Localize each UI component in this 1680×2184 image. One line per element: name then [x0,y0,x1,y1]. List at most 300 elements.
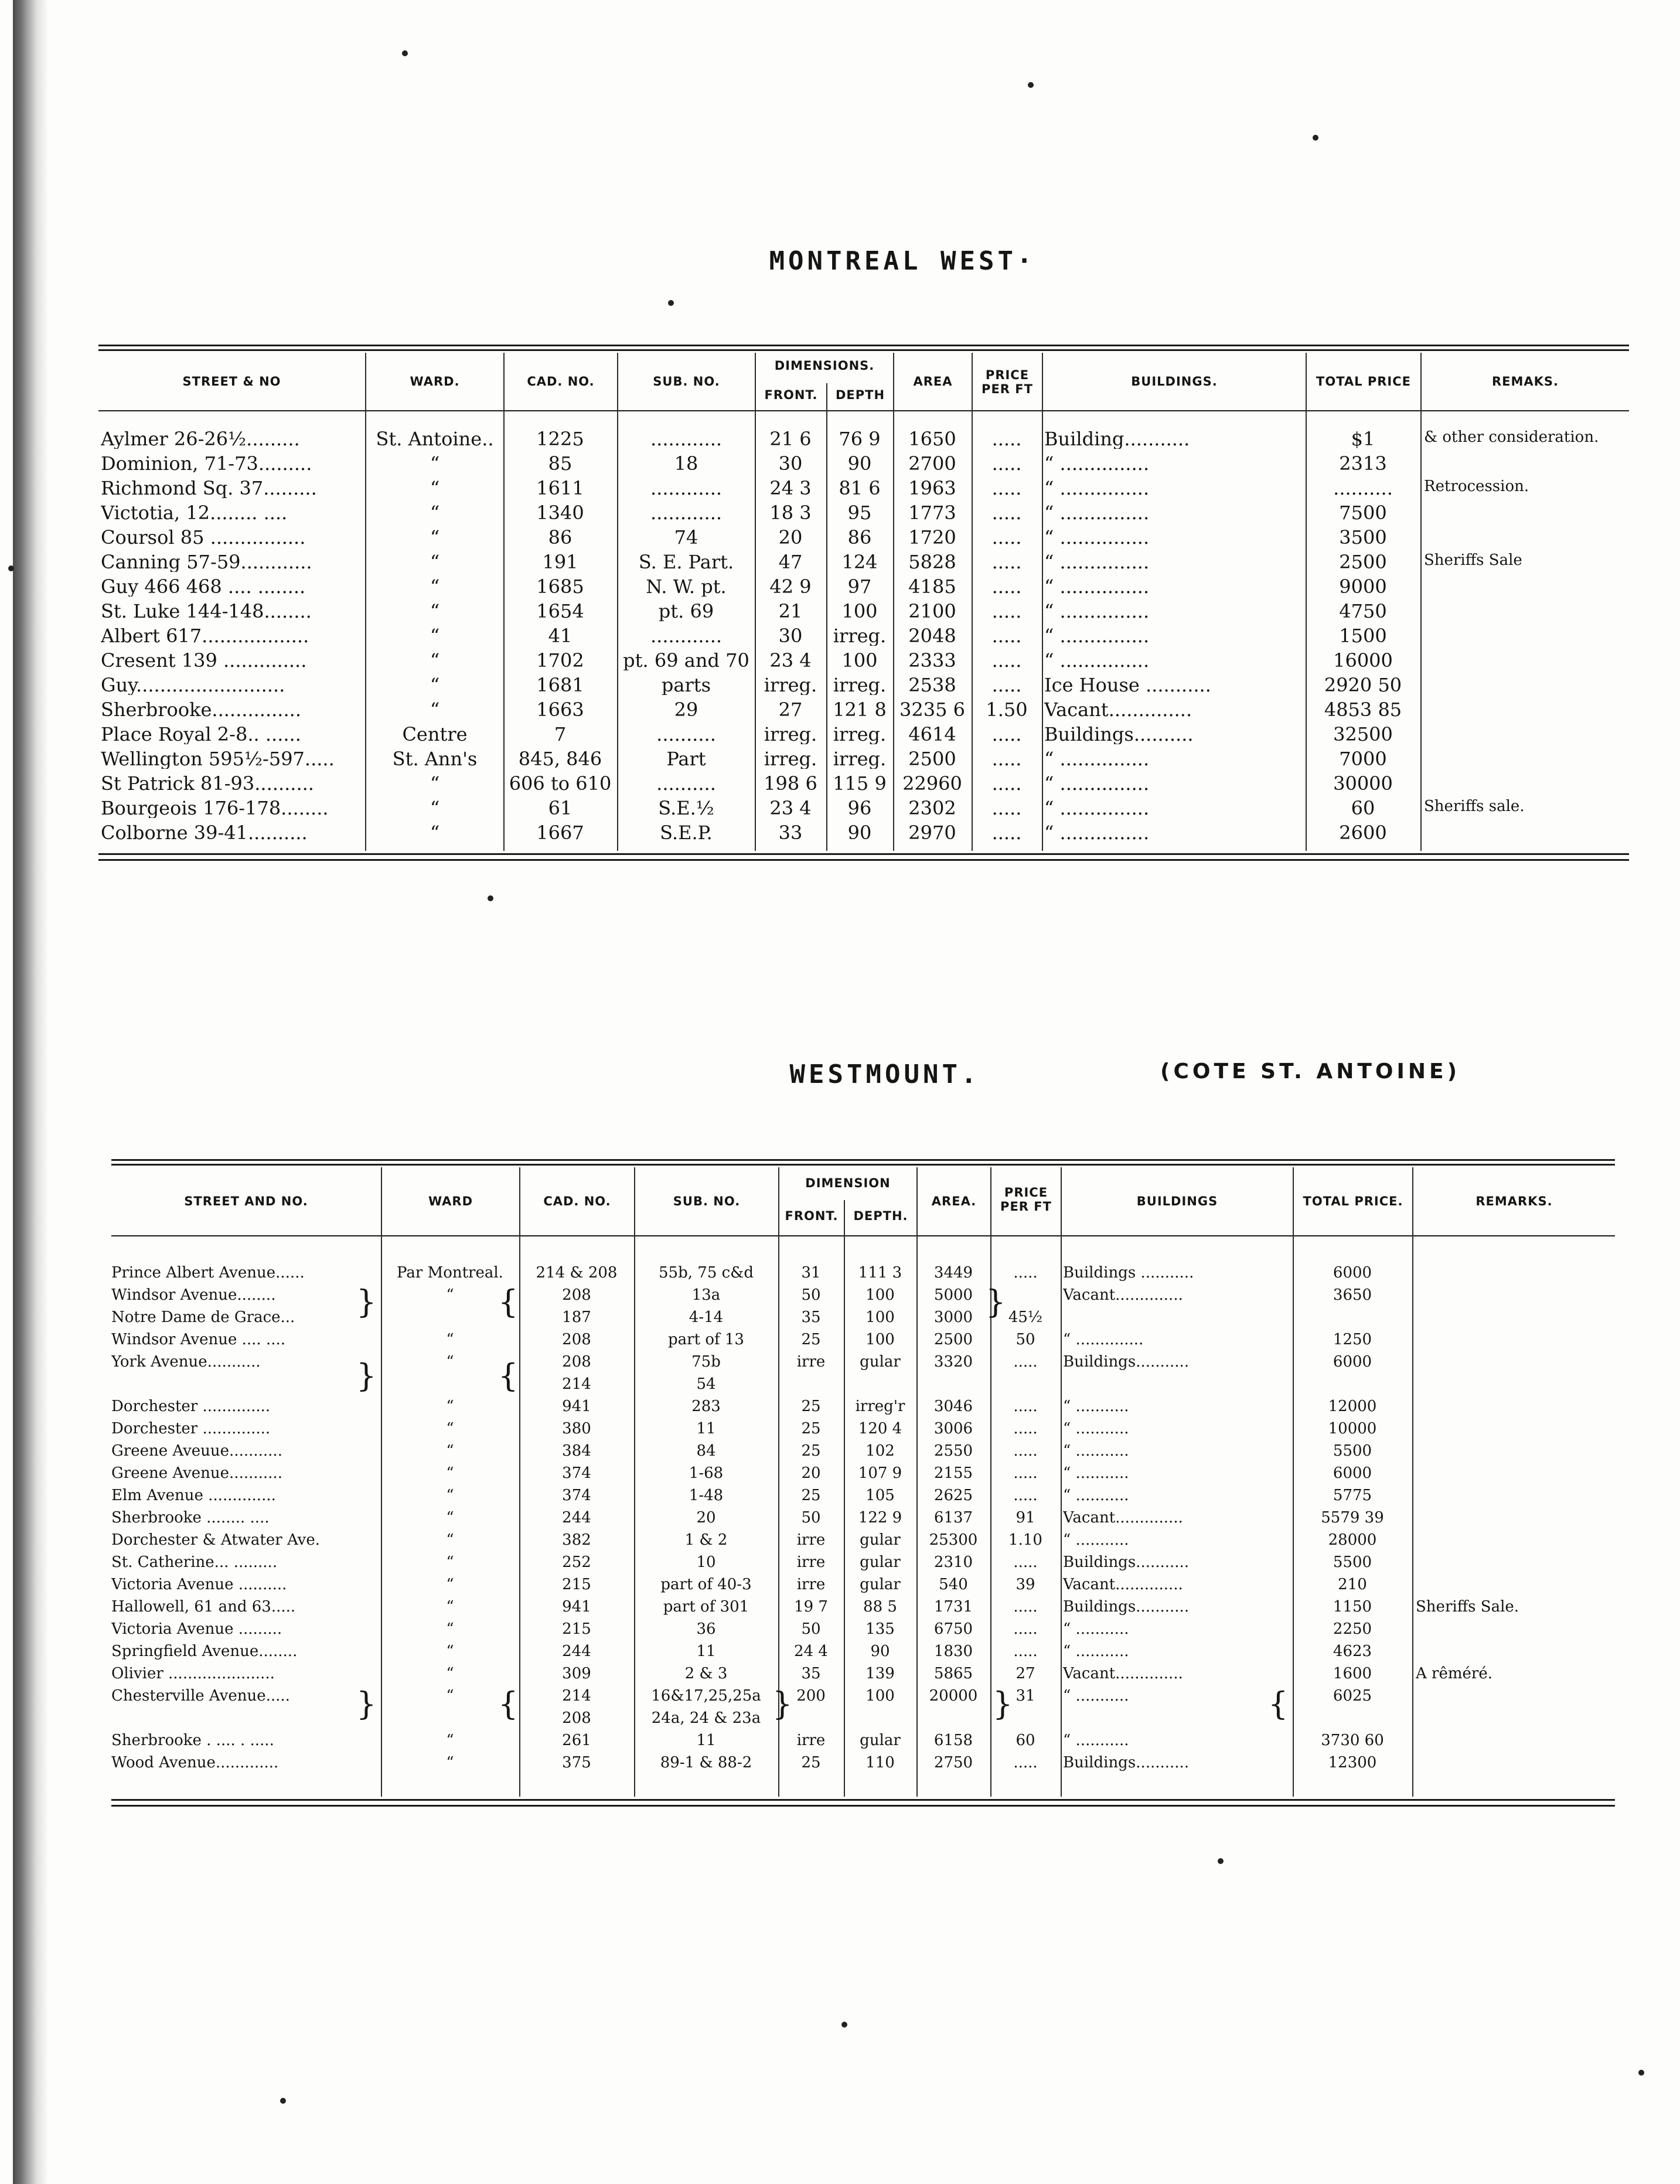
cell-sub: Part [666,749,706,769]
cell-cad: 941 [562,1398,591,1415]
header-depth: DEPTH [835,388,885,402]
table-row [98,577,1629,601]
cell-sub: 11 [696,1420,716,1437]
cell-ward: “ [430,823,440,843]
table-row [111,1576,1615,1599]
cell-ward: “ [446,1465,454,1481]
cell-sub: 13a [691,1287,721,1303]
cell-front: 35 [801,1309,821,1326]
cell-front: irre [796,1532,826,1548]
cell-street: Colborne 39-41.......... [101,823,308,843]
header-price: PRICE PER FT [982,368,1033,396]
cell-cad: 375 [562,1754,591,1771]
cell-ward: “ [446,1398,454,1415]
cell-cad: 374 [562,1465,591,1481]
cell-sub: ............ [650,503,723,523]
cell-depth: 100 [865,1688,895,1704]
cell-buildings: Vacant.............. [1063,1510,1183,1526]
cell-front: 42 9 [769,577,812,597]
cell-price: ..... [1013,1465,1038,1481]
cell-price: ..... [1013,1265,1038,1281]
table-row [98,503,1629,527]
cell-buildings: “ ........... [1063,1732,1129,1749]
cell-depth: irreg. [833,724,887,744]
cell-sub: part of 40-3 [660,1576,752,1593]
cell-total: 5500 [1333,1554,1372,1570]
cell-cad: 215 [562,1621,591,1637]
cell-front: 20 [801,1465,821,1481]
cell-remarks: Sheriffs Sale. [1416,1599,1519,1615]
ink-speck [488,895,493,901]
cell-sub: S.E.½ [658,798,714,818]
cell-front: 198 6 [764,774,817,793]
cell-sub: 54 [696,1376,716,1392]
table-row [98,774,1629,798]
cell-buildings: Buildings ........... [1063,1265,1194,1281]
header-remarks: REMARKS. [1475,1194,1553,1208]
header-depth: DEPTH. [853,1209,908,1223]
cell-sub: S.E.P. [660,823,713,843]
cell-total: 32500 [1333,724,1393,744]
cell-depth: 81 6 [839,478,881,498]
ink-speck [1028,82,1034,88]
cell-depth: 90 [870,1643,890,1660]
cell-cad: 309 [562,1665,591,1682]
cell-total: 6000 [1333,1354,1372,1370]
header-cad: CAD. NO. [527,374,595,389]
cell-depth: 86 [847,527,872,547]
table-row [111,1287,1615,1309]
cell-total: 28000 [1328,1532,1377,1548]
cell-depth: 115 9 [833,774,887,793]
cell-area: 3000 [933,1309,973,1326]
cell-area: 2625 [933,1487,973,1504]
cell-price: ..... [991,577,1022,597]
cell-ward: “ [430,700,440,720]
cell-price: ..... [1013,1354,1038,1370]
header-remarks: REMAKS. [1491,374,1559,389]
cell-street: Dorchester .............. [111,1420,271,1437]
table-row [98,527,1629,552]
cell-sub: ............ [650,626,723,646]
westmount-table [111,1159,1615,1815]
cell-price: ..... [1013,1398,1038,1415]
cell-street: Aylmer 26-26½......... [101,429,300,449]
cell-depth: gular [860,1576,901,1593]
page-binding-edge [13,0,48,2184]
cell-area: 2500 [908,749,956,769]
cell-buildings: “ ............... [1044,798,1150,818]
cell-front: 25 [801,1443,821,1459]
cell-total: 5500 [1333,1443,1372,1459]
cell-sub: .......... [656,774,716,793]
cell-depth: 135 [865,1621,895,1637]
cell-cad: 1225 [536,429,584,449]
cell-sub: 20 [696,1510,716,1526]
cell-front: 21 6 [769,429,812,449]
westmount-title: WESTMOUNT. [789,1059,980,1089]
cell-sub: ............ [650,429,723,449]
cell-front: 25 [801,1487,821,1504]
group-brace: { [498,1283,519,1320]
cell-price: 60 [1016,1732,1035,1749]
cell-ward: “ [446,1443,454,1459]
cell-front: 50 [801,1621,821,1637]
group-brace: } [356,1685,377,1722]
ink-speck [668,300,674,306]
cell-ward: “ [446,1665,454,1682]
cell-ward: “ [446,1487,454,1504]
cell-cad: 7 [554,724,567,744]
cell-sub: 74 [674,527,698,547]
cell-buildings: “ ........... [1063,1643,1129,1660]
table-row [111,1710,1615,1732]
cell-total: 3650 [1333,1287,1372,1303]
table-rule [111,1164,1615,1166]
table-row [98,749,1629,774]
cell-area: 2538 [908,675,956,695]
cell-cad: 244 [562,1643,591,1660]
cell-depth: 95 [847,503,872,523]
cell-ward: “ [430,798,440,818]
cell-total: 3500 [1339,527,1387,547]
cell-price: ..... [991,823,1022,843]
group-brace: { [1268,1685,1289,1722]
cell-price: 1.10 [1008,1532,1042,1548]
cell-area: 5828 [908,552,956,572]
cell-area: 4185 [908,577,956,597]
table-row [98,650,1629,675]
cell-street: St. Catherine... ......... [111,1554,278,1570]
cell-area: 2550 [933,1443,973,1459]
cell-ward: “ [430,601,440,621]
cell-street: Greene Avenue........... [111,1465,282,1481]
cell-ward: Centre [402,724,468,744]
cell-depth: 100 [865,1287,895,1303]
cell-buildings: “ ............... [1044,650,1150,670]
header-street: STREET & NO [182,374,281,389]
group-brace: { [498,1685,519,1722]
cell-area: 22960 [902,774,962,793]
cell-sub: 89-1 & 88-2 [660,1754,752,1771]
cell-ward: “ [430,675,440,695]
cell-depth: gular [860,1532,901,1548]
cell-remarks: A rêméré. [1416,1665,1492,1682]
cell-street: Wellington 595½-597..... [101,749,335,769]
cell-street: Sherbrooke . .... . ..... [111,1732,274,1749]
table-rule [111,1159,1615,1161]
cell-total: 6000 [1333,1265,1372,1281]
cell-area: 1830 [933,1643,973,1660]
table-row [111,1487,1615,1510]
cell-buildings: Vacant.............. [1063,1665,1183,1682]
cell-front: 20 [778,527,803,547]
cell-sub: .......... [656,724,716,744]
cell-street: Albert 617.................. [101,626,309,646]
cell-street: Springfield Avenue........ [111,1643,298,1660]
header-price: PRICE PER FT [1000,1185,1052,1214]
cell-cad: 61 [548,798,573,818]
cell-sub: 24a, 24 & 23a [651,1710,761,1726]
cell-street: Canning 57-59............ [101,552,312,572]
cell-price: ..... [1013,1420,1038,1437]
table-rule [111,1799,1615,1801]
cell-depth: 102 [865,1443,895,1459]
cell-depth: 96 [847,798,872,818]
cell-front: 33 [778,823,803,843]
cell-sub: 1 & 2 [684,1532,728,1548]
table-row [111,1465,1615,1487]
cell-price: 1.50 [986,700,1028,720]
ink-speck [8,565,14,571]
cell-cad: 1611 [536,478,584,498]
cell-price: ..... [1013,1599,1038,1615]
cell-sub: part of 301 [663,1599,749,1615]
cell-depth: 90 [847,823,872,843]
cell-sub: 84 [696,1443,716,1459]
cell-street: Dorchester .............. [111,1398,271,1415]
cell-total: 1250 [1333,1331,1372,1348]
cell-total: 1150 [1333,1599,1372,1615]
cell-cad: 187 [562,1309,591,1326]
cell-price: ..... [1013,1443,1038,1459]
cell-street: Victotia, 12........ .... [101,503,288,523]
table-row [111,1376,1615,1398]
cell-front: 21 [778,601,803,621]
cell-area: 1963 [908,478,956,498]
cell-depth: irreg. [833,675,887,695]
cell-buildings: Buildings........... [1063,1354,1190,1370]
cell-cad: 215 [562,1576,591,1593]
cell-remarks: Retrocession. [1424,478,1529,495]
cell-front: 30 [778,626,803,646]
cell-ward: “ [446,1576,454,1593]
cell-buildings: “ .............. [1063,1331,1144,1348]
table-row [111,1554,1615,1576]
cell-front: 24 4 [794,1643,828,1660]
cell-ward: “ [446,1554,454,1570]
table-row [111,1643,1615,1665]
cell-ward: “ [446,1732,454,1749]
cell-cad: 1667 [536,823,584,843]
cell-front: 25 [801,1398,821,1415]
cell-sub: 29 [674,700,698,720]
cell-sub: 1-48 [689,1487,724,1504]
cell-total: 5579 39 [1321,1510,1384,1526]
cell-cad: 85 [548,454,573,473]
cell-total: $1 [1351,429,1375,449]
cell-front: 23 4 [769,650,812,670]
cell-price: ..... [991,527,1022,547]
cell-buildings: Building........... [1044,429,1190,449]
ink-speck [1313,135,1318,141]
cell-depth: 121 8 [833,700,887,720]
cell-front: 47 [778,552,803,572]
cell-price: ..... [991,675,1022,695]
cell-remarks: Sheriffs Sale [1424,552,1522,568]
cell-ward: “ [430,626,440,646]
cell-ward: St. Ann's [392,749,478,769]
ink-speck [280,2098,286,2104]
cell-front: 25 [801,1331,821,1348]
cell-ward: “ [446,1643,454,1660]
cell-cad: 208 [562,1287,591,1303]
table-rule [98,859,1629,861]
table-row [98,601,1629,626]
cell-area: 1731 [933,1599,973,1615]
cell-cad: 845, 846 [518,749,602,769]
cell-ward: “ [430,454,440,473]
cell-price: 27 [1016,1665,1035,1682]
header-front: FRONT. [785,1209,839,1223]
table-rule [111,1235,1615,1236]
header-sub: SUB. NO. [653,374,720,389]
cell-total: 60 [1351,798,1375,818]
cell-ward: “ [430,527,440,547]
cell-area: 2750 [933,1754,973,1771]
cell-buildings: Buildings........... [1063,1599,1190,1615]
cell-area: 3006 [933,1420,973,1437]
cell-front: 35 [801,1665,821,1682]
cell-cad: 214 [562,1688,591,1704]
cell-buildings: “ ........... [1063,1688,1129,1704]
cell-depth: 100 [841,650,878,670]
table-row [111,1621,1615,1643]
cell-total: 2500 [1339,552,1387,572]
cell-street: Victoria Avenue ......... [111,1621,282,1637]
cell-street: Notre Dame de Grace... [111,1309,295,1326]
cell-area: 3235 6 [899,700,965,720]
cell-buildings: “ ............... [1044,823,1150,843]
table-row [111,1309,1615,1331]
cell-depth: irreg'r [855,1398,905,1415]
cell-price: 31 [1016,1688,1035,1704]
cell-sub: parts [661,675,711,695]
cell-cad: 244 [562,1510,591,1526]
cell-total: 2600 [1339,823,1387,843]
cell-depth: 76 9 [839,429,881,449]
cell-total: 6000 [1333,1465,1372,1481]
cell-area: 25300 [929,1532,978,1548]
cell-street: Windsor Avenue........ [111,1287,276,1303]
cell-sub: 55b, 75 c&d [659,1265,754,1281]
cell-price: ..... [1013,1554,1038,1570]
cell-depth: gular [860,1732,901,1749]
cell-street: Greene Aveuue........... [111,1443,282,1459]
cell-total: 12000 [1328,1398,1377,1415]
cell-remarks: & other consideration. [1424,429,1599,445]
cell-cad: 86 [548,527,573,547]
cell-price: ..... [991,650,1022,670]
cell-street: Richmond Sq. 37......... [101,478,317,498]
cell-front: irre [796,1576,826,1593]
cell-street: Hallowell, 61 and 63..... [111,1599,296,1615]
table-row [98,798,1629,823]
cell-total: 4623 [1333,1643,1372,1660]
cell-price: ..... [991,429,1022,449]
table-row [98,429,1629,454]
cell-price: 45½ [1008,1309,1043,1326]
montreal-west-title: MONTREAL WEST· [769,246,1036,276]
cell-total: 10000 [1328,1420,1377,1437]
cell-depth: 111 3 [858,1265,902,1281]
cell-total: 9000 [1339,577,1387,597]
table-row [111,1443,1615,1465]
cell-total: 2920 50 [1324,675,1402,695]
group-brace: } [356,1283,377,1320]
cell-front: irreg. [764,724,817,744]
cell-area: 540 [939,1576,968,1593]
cell-depth: 124 [841,552,878,572]
header-ward: WARD. [410,374,460,389]
group-brace: } [993,1685,1013,1722]
cell-sub: S. E. Part. [638,552,734,572]
cell-depth: 110 [865,1754,895,1771]
cell-total: 2313 [1339,454,1387,473]
cell-street: Prince Albert Avenue...... [111,1265,305,1281]
header-buildings: BUILDINGS. [1131,374,1218,389]
cell-front: irre [796,1354,826,1370]
cell-depth: 107 9 [858,1465,902,1481]
cell-ward: “ [446,1287,454,1303]
table-row [98,478,1629,503]
group-brace: } [356,1357,377,1394]
cell-depth: 120 4 [858,1420,902,1437]
cell-front: 19 7 [794,1599,828,1615]
ink-speck [402,50,408,56]
cell-area: 2048 [908,626,956,646]
cell-area: 1720 [908,527,956,547]
cell-depth: gular [860,1554,901,1570]
cell-street: Elm Avenue .............. [111,1487,276,1504]
cell-buildings: Vacant.............. [1063,1576,1183,1593]
cell-depth: 139 [865,1665,895,1682]
cell-price: ..... [1013,1487,1038,1504]
table-rule [98,410,1629,411]
cell-buildings: Vacant.............. [1063,1287,1183,1303]
cell-sub: pt. 69 [658,601,714,621]
cell-total: 4853 85 [1324,700,1402,720]
cell-price: ..... [991,601,1022,621]
table-row [111,1331,1615,1354]
cell-front: irre [796,1732,826,1749]
header-dimensions: DIMENSION [805,1176,891,1190]
cell-street: York Avenue........... [111,1354,261,1370]
cell-ward: “ [446,1510,454,1526]
cell-price: 50 [1016,1331,1035,1348]
cell-cad: 214 & 208 [536,1265,618,1281]
cell-front: 27 [778,700,803,720]
cell-sub: 36 [696,1621,716,1637]
table-row [98,724,1629,749]
cell-area: 4614 [908,724,956,744]
cell-total: .......... [1333,478,1393,498]
cell-price: ..... [991,478,1022,498]
cell-price: ..... [991,552,1022,572]
cell-cad: 1654 [536,601,584,621]
cell-sub: part of 13 [668,1331,744,1348]
cell-area: 2500 [933,1331,973,1348]
cell-front: irreg. [764,749,817,769]
cell-cad: 191 [542,552,578,572]
cell-price: ..... [1013,1643,1038,1660]
cell-cad: 382 [562,1532,591,1548]
cell-ward: “ [430,503,440,523]
cell-ward: St. Antoine.. [376,429,494,449]
cell-price: ..... [991,798,1022,818]
cell-buildings: “ ............... [1044,577,1150,597]
table-row [111,1510,1615,1532]
